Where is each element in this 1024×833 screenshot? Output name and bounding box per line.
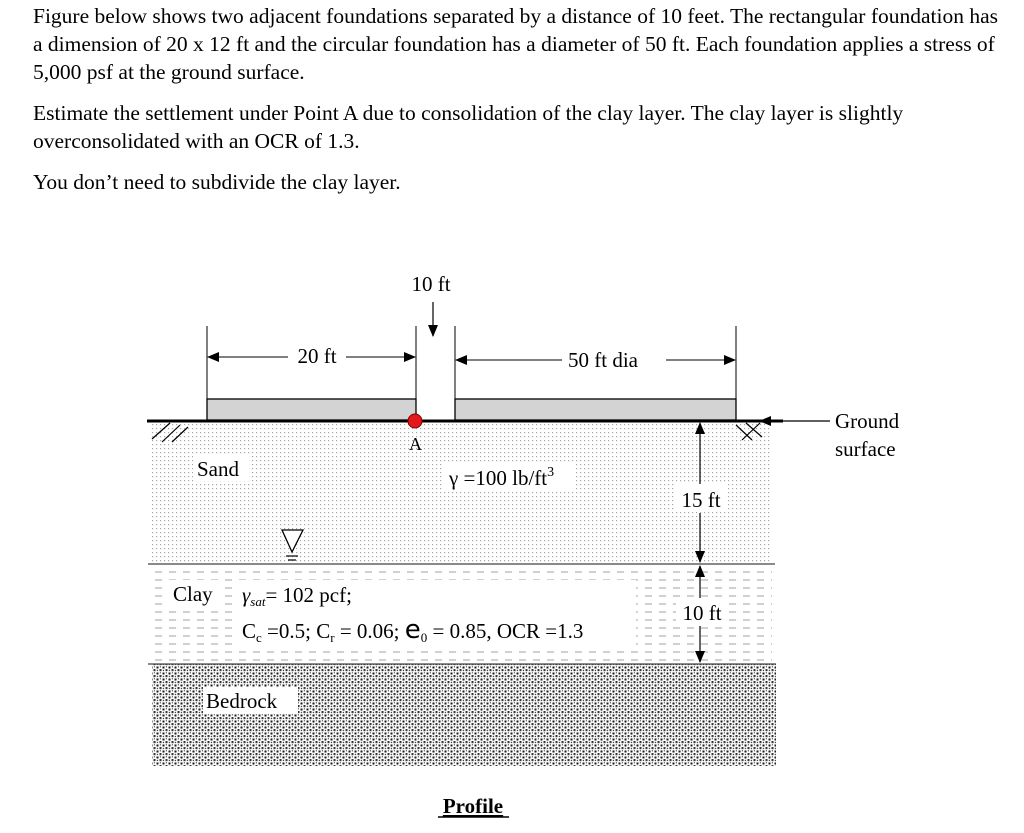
figure-caption: Profile (442, 794, 504, 818)
clay-e-sub: 0 (420, 630, 428, 645)
sand-thickness-label: 15 ft (681, 488, 721, 512)
clay-gamma-symbol: γ (242, 583, 251, 607)
circle-diameter-label: 50 ft dia (568, 348, 638, 372)
clay-cc-value: =0.5; C (261, 619, 331, 643)
problem-paragraph-1: Figure below shows two adjacent foundations separated by a distance of 10 feet. The rectangular foundation has a dimension of 20 x 12 ft and the circular foundation has a diameter of 50 ft. Each foundation applies a stress of 5,000 psf at the ground surface. (33, 4, 999, 84)
ground-label-line1: Ground (835, 409, 900, 433)
circular-foundation (455, 399, 736, 420)
problem-paragraph-2: Estimate the settlement under Point A due to consolidation of the clay layer. The clay layer is slightly overconsolidated with an OCR of 1.3. (33, 101, 904, 153)
clay-thickness-label: 10 ft (682, 601, 722, 625)
clay-cc-sub: c (256, 630, 262, 645)
ground-label-line2: surface (835, 437, 896, 461)
clay-label: Clay (173, 582, 213, 606)
clay-cr-value: = 0.06; (334, 619, 405, 643)
rectangular-foundation (207, 399, 416, 420)
point-a-marker (408, 414, 422, 428)
clay-parameters (242, 615, 583, 645)
problem-paragraph-3: You don’t need to subdivide the clay layer. (33, 170, 401, 194)
bedrock-layer (152, 664, 776, 766)
sand-label: Sand (197, 457, 239, 481)
clay-gamma-value: = 102 pcf; (265, 583, 352, 607)
clay-e-value: = 0.85, OCR =1.3 (427, 619, 584, 643)
sand-gamma-value: =100 lb/ft (458, 466, 548, 490)
point-a-label: A (409, 434, 422, 454)
clay-cr-sub: r (330, 630, 335, 645)
clay-e-symbol: e (404, 615, 421, 645)
sand-unit-weight (448, 465, 554, 490)
sand-gamma-symbol: γ (449, 466, 459, 490)
clay-cc-symbol: C (242, 619, 257, 643)
gap-label: 10 ft (411, 272, 451, 296)
rect-width-label: 20 ft (297, 344, 337, 368)
sand-gamma-exponent: 3 (547, 465, 555, 480)
bedrock-label: Bedrock (206, 689, 278, 713)
clay-gamma-sub: sat (250, 594, 266, 609)
